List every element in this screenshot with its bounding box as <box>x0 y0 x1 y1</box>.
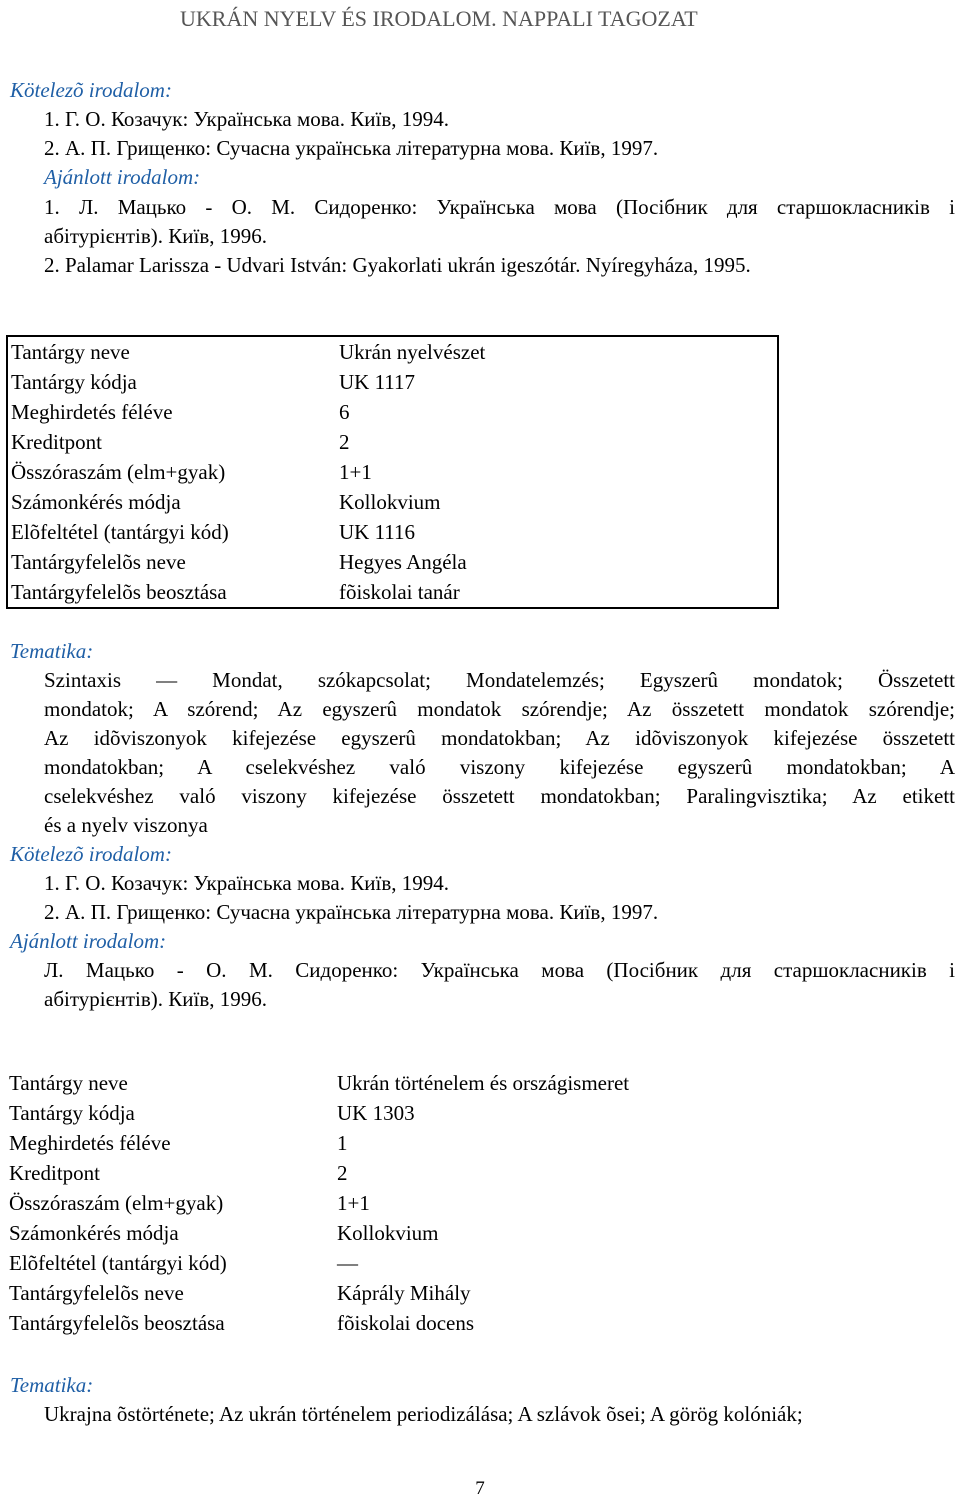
table-row <box>7 397 778 427</box>
table-row <box>6 1278 775 1308</box>
recommended-literature-heading: Ajánlott irodalom: <box>10 929 167 953</box>
row-value: UK 1116 <box>339 520 416 544</box>
row-value: 2 <box>339 430 350 454</box>
topics-line: és a nyelv viszonya <box>44 813 208 837</box>
table-row <box>7 517 778 547</box>
row-label: Kreditpont <box>11 430 102 454</box>
row-value: Kollokvium <box>337 1221 439 1245</box>
recommended-literature-heading: Ajánlott irodalom: <box>44 165 201 189</box>
table-row <box>7 577 778 608</box>
table-row <box>7 487 778 517</box>
row-label: Elõfeltétel (tantárgyi kód) <box>9 1251 227 1275</box>
row-label: Tantárgyfelelõs neve <box>11 550 186 574</box>
recommended-literature-item-continued: абітурієнтів). Київ, 1996. <box>44 987 267 1011</box>
table-row <box>6 1128 775 1158</box>
topics-heading: Tematika: <box>10 1373 94 1397</box>
row-value: 1+1 <box>339 460 372 484</box>
course-info-table <box>6 1068 775 1338</box>
row-value: 6 <box>339 400 350 424</box>
row-value: — <box>337 1251 358 1275</box>
recommended-literature-item-continued: абітурієнтів). Київ, 1996. <box>44 224 267 248</box>
required-literature-item: 1. Г. О. Козачук: Українська мова. Київ, 1994. <box>44 107 449 131</box>
required-literature-item: 2. А. П. Грищенко: Сучасна українська літературна мова. Київ, 1997. <box>44 136 659 160</box>
row-value: Hegyes Angéla <box>339 550 467 574</box>
row-value: Kollokvium <box>339 490 441 514</box>
table-row <box>6 1248 775 1278</box>
row-value: 2 <box>337 1161 348 1185</box>
topics-line: mondatok; A szórend; Az egyszerû mondatok szórendje; Az összetett mondatok szórendje; <box>44 697 955 721</box>
table-row <box>7 457 778 487</box>
required-literature-heading: Kötelezõ irodalom: <box>10 842 172 866</box>
topics-line: Szintaxis — Mondat, szókapcsolat; Mondatelemzés; Egyszerû mondatok; Összetett <box>44 668 955 692</box>
recommended-literature-item: 1. Л. Мацько - О. М. Сидоренко: Українська мова (Посібник для старшокласників і <box>44 195 955 219</box>
row-label: Elõfeltétel (tantárgyi kód) <box>11 520 229 544</box>
row-label: Összóraszám (elm+gyak) <box>9 1191 224 1215</box>
required-literature-item: 2. А. П. Грищенко: Сучасна українська літературна мова. Київ, 1997. <box>44 900 659 924</box>
topics-line: mondatokban; A cselekvéshez való viszony kifejezése egyszerû mondatokban; A <box>44 755 955 779</box>
row-label: Tantárgy neve <box>11 340 130 364</box>
table-row <box>7 427 778 457</box>
topics-line: Az idõviszonyok kifejezése egyszerû mondatokban; Az idõviszonyok kifejezése összetett <box>44 726 955 750</box>
row-label: Összóraszám (elm+gyak) <box>11 460 226 484</box>
row-label: Tantárgy kódja <box>9 1101 135 1125</box>
table-row <box>6 1308 775 1338</box>
page-title: UKRÁN NYELV ÉS IRODALOM. NAPPALI TAGOZAT <box>180 6 698 31</box>
page-number: 7 <box>475 1478 485 1499</box>
row-value: Káprály Mihály <box>337 1281 471 1305</box>
row-value: Ukrán történelem és országismeret <box>337 1071 630 1095</box>
row-value: 1+1 <box>337 1191 370 1215</box>
row-value: fõiskolai docens <box>337 1311 475 1335</box>
topics-line: Ukrajna õstörténete; Az ukrán történelem periodizálása; A szlávok õsei; A görög kolóniák; <box>44 1402 803 1426</box>
topics-heading: Tematika: <box>10 639 94 663</box>
table-row <box>7 367 778 397</box>
required-literature-item: 1. Г. О. Козачук: Українська мова. Київ, 1994. <box>44 871 449 895</box>
row-label: Tantárgyfelelõs beosztása <box>9 1311 225 1335</box>
row-label: Tantárgy neve <box>9 1071 128 1095</box>
row-label: Meghirdetés féléve <box>9 1131 171 1155</box>
row-value: 1 <box>337 1131 348 1155</box>
required-literature-heading: Kötelezõ irodalom: <box>10 78 172 102</box>
row-label: Tantárgyfelelõs beosztása <box>11 580 227 604</box>
row-value: UK 1303 <box>337 1101 415 1125</box>
row-label: Meghirdetés féléve <box>11 400 173 424</box>
table-row <box>6 1098 775 1128</box>
recommended-literature-item: 2. Palamar Larissza - Udvari István: Gyakorlati ukrán igeszótár. Nyíregyháza, 1995. <box>44 253 751 277</box>
recommended-literature-item: Л. Мацько - О. М. Сидоренко: Українська мова (Посібник для старшокласників і <box>44 958 955 982</box>
table-row <box>7 547 778 577</box>
row-label: Tantárgyfelelõs neve <box>9 1281 184 1305</box>
row-value: Ukrán nyelvészet <box>339 340 486 364</box>
row-label: Számonkérés módja <box>11 490 181 514</box>
table-row <box>6 1218 775 1248</box>
row-label: Kreditpont <box>9 1161 100 1185</box>
row-label: Számonkérés módja <box>9 1221 179 1245</box>
course-info-table <box>6 335 779 609</box>
topics-line: cselekvéshez való viszony kifejezése összetett mondatokban; Paralingvisztika; Az etikett <box>44 784 955 808</box>
row-value: UK 1117 <box>339 370 416 394</box>
table-row <box>6 1068 775 1098</box>
row-label: Tantárgy kódja <box>11 370 137 394</box>
table-row <box>6 1158 775 1188</box>
table-row <box>7 336 778 367</box>
table-row <box>6 1188 775 1218</box>
row-value: fõiskolai tanár <box>339 580 460 604</box>
